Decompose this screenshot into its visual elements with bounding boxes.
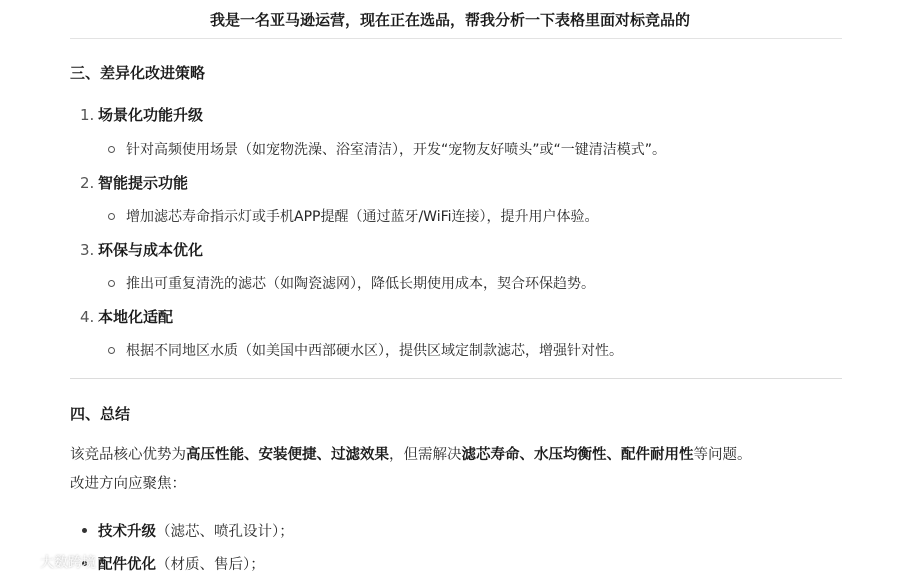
summary-strengths: 高压性能、安装便捷、过滤效果 <box>186 447 389 463</box>
circle-bullet-icon <box>108 280 115 287</box>
list-item-title: 本地化适配 <box>98 308 174 326</box>
list-number: 1. <box>80 105 95 124</box>
sub-list-item <box>108 139 666 159</box>
circle-bullet-icon <box>108 213 115 220</box>
list-number: 4. <box>80 307 95 326</box>
summary-paragraph <box>70 441 752 499</box>
sub-list-item <box>108 206 599 226</box>
summary-text: 该竞品核心优势为 <box>70 447 186 463</box>
watermark-logo-icon <box>6 551 34 573</box>
bullet-item <box>82 520 294 541</box>
sub-list-text: 推出可重复清洗的滤芯（如陶瓷滤网），降低长期使用成本，契合环保趋势。 <box>126 276 595 292</box>
summary-text: 等问题。 <box>693 447 752 463</box>
sub-list-item <box>108 273 595 293</box>
sub-list-text: 增加滤芯寿命指示灯或手机APP提醒（通过蓝牙/WiFi连接），提升用户体验。 <box>126 209 599 225</box>
watermark-text: 大数跨境 <box>40 555 96 571</box>
summary-issues: 滤芯寿命、水压均衡性、配件耐用性 <box>461 447 694 463</box>
sub-list-item <box>108 340 623 360</box>
watermark <box>6 551 96 573</box>
bullet-bold: 配件优化 <box>98 557 156 573</box>
summary-text: ，但需解决 <box>389 447 462 463</box>
sub-list-text: 针对高频使用场景（如宠物洗澡、浴室清洁），开发“宠物友好喷头”或“一键清洁模式”。 <box>126 142 667 158</box>
list-item-4 <box>80 306 173 327</box>
chat-prompt-title <box>0 0 900 38</box>
bullet-dot-icon <box>82 528 87 533</box>
bullet-text: （材质、售后）； <box>156 557 265 573</box>
circle-bullet-icon <box>108 146 115 153</box>
circle-bullet-icon <box>108 347 115 354</box>
list-item-title: 环保与成本优化 <box>98 241 204 259</box>
section-divider <box>70 378 842 379</box>
divider <box>70 38 842 39</box>
summary-direction: 改进方向应聚焦： <box>70 476 186 492</box>
section-heading-differentiation: 三、差异化改进策略 <box>70 64 206 82</box>
list-item-title: 智能提示功能 <box>98 174 189 192</box>
list-item-2 <box>80 172 188 193</box>
list-number: 3. <box>80 240 95 259</box>
section-heading-summary: 四、总结 <box>70 405 131 423</box>
sub-list-text: 根据不同地区水质（如美国中西部硬水区），提供区域定制款滤芯，增强针对性。 <box>126 343 623 359</box>
bullet-bold: 技术升级 <box>98 524 156 540</box>
bullet-item <box>82 553 265 574</box>
list-item-1 <box>80 104 203 125</box>
list-item-title: 场景化功能升级 <box>98 106 204 124</box>
chat-prompt-text: 我是一名亚马逊运营，现在正在选品，帮我分析一下表格里面对标竞品的 <box>209 10 690 29</box>
bullet-text: （滤芯、喷孔设计）； <box>156 524 294 540</box>
list-item-3 <box>80 239 203 260</box>
list-number: 2. <box>80 173 95 192</box>
